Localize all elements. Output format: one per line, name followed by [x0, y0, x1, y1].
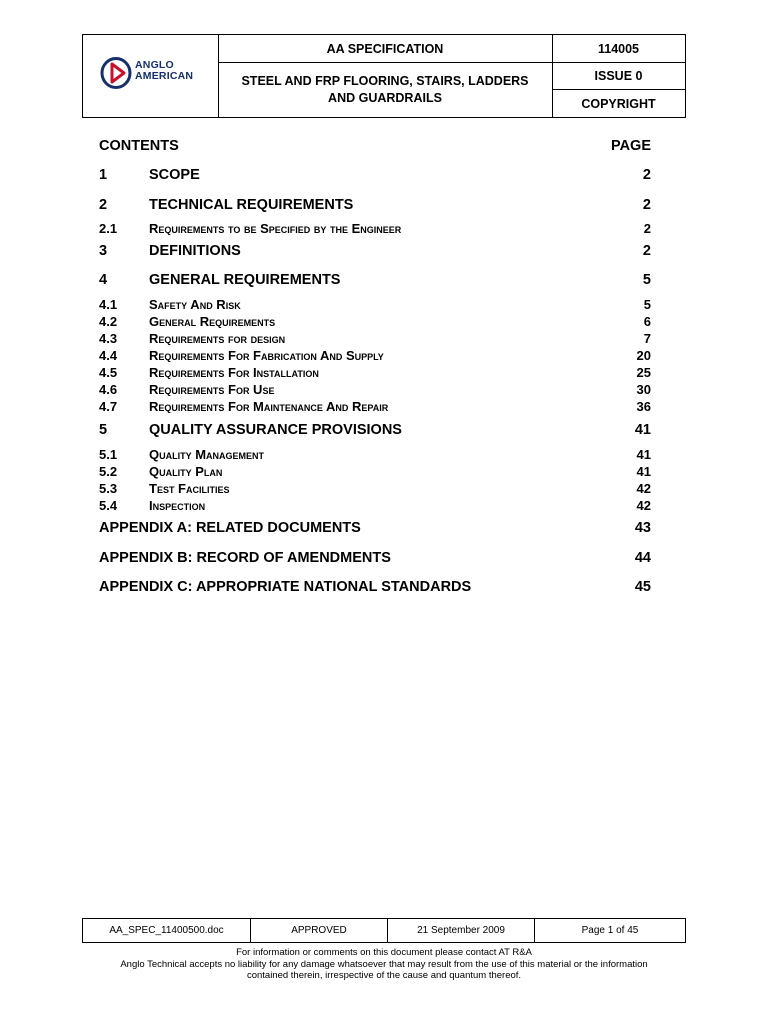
page-heading: PAGE: [610, 138, 651, 154]
toc-page: 25: [636, 365, 651, 380]
footer-note-line1: For information or comments on this document please contact AT R&A: [236, 947, 532, 958]
issue-label: ISSUE 0: [552, 63, 685, 90]
header-middle: [218, 35, 553, 117]
footer-page: Page 1 of 45: [581, 925, 639, 936]
toc-title: DEFINITIONS: [149, 243, 241, 259]
footer-note-line2: Anglo Technical accepts no liability for any damage whatsoever that may result from the use of this material or the information: [120, 958, 648, 970]
toc-page: 2: [642, 167, 651, 183]
toc-number: 1: [99, 167, 108, 183]
toc-title: Inspection: [149, 498, 206, 513]
doc-number: 114005: [552, 35, 685, 63]
toc-number: 5.4: [99, 498, 118, 513]
spec-label: AA SPECIFICATION: [218, 35, 552, 63]
toc-title: Requirements for design: [149, 331, 286, 346]
anglo-american-logo: [100, 57, 200, 93]
toc-number: 4: [99, 272, 108, 288]
toc-page: 7: [643, 331, 651, 346]
toc-page: 2: [643, 221, 651, 236]
appendix-title: APPENDIX A: RELATED DOCUMENTS: [99, 520, 361, 536]
footer-status: APPROVED: [251, 919, 388, 942]
toc-title: Quality Plan: [149, 464, 223, 479]
toc-title: Quality Management: [149, 447, 265, 462]
toc-number: 2.1: [99, 221, 118, 236]
toc-page: 2: [642, 197, 651, 213]
toc-number: 4.7: [99, 399, 118, 414]
appendix-title: APPENDIX C: APPROPRIATE NATIONAL STANDARDS: [99, 579, 472, 595]
anglo-american-emblem-icon: [100, 57, 132, 89]
toc-page: 5: [643, 297, 651, 312]
toc-number: 4.2: [99, 314, 118, 329]
toc-title: Requirements to be Specified by the Engineer: [149, 221, 402, 236]
toc-number: 4.3: [99, 331, 118, 346]
toc-number: 3: [99, 243, 108, 259]
footer-note-line3: contained therein, irrespective of the cause and quantum thereof.: [246, 970, 522, 981]
toc-page: 30: [636, 382, 651, 397]
footer-note: [0, 947, 768, 982]
toc-page: 41: [636, 464, 651, 479]
header-right: [552, 35, 685, 117]
toc-number: 4.4: [99, 348, 118, 363]
toc-title: Safety And Risk: [149, 297, 241, 312]
toc-page: 5: [642, 272, 651, 288]
toc-page: 36: [636, 399, 651, 414]
appendix-page: 43: [634, 520, 651, 536]
footer-table: [82, 918, 686, 943]
toc-number: 5: [99, 422, 108, 438]
toc-title: Requirements For Installation: [149, 365, 319, 380]
appendix-page: 44: [634, 550, 651, 566]
logo-cell: [83, 35, 219, 117]
toc-page: 6: [643, 314, 651, 329]
toc-page: 42: [636, 481, 651, 496]
toc-number: 5.3: [99, 481, 118, 496]
copyright-label: COPYRIGHT: [581, 96, 656, 111]
toc-number: 5.1: [99, 447, 118, 462]
toc-page: 2: [642, 243, 651, 259]
toc-title: SCOPE: [149, 167, 200, 183]
toc-page: 41: [636, 447, 651, 462]
appendix-title: APPENDIX B: RECORD OF AMENDMENTS: [99, 550, 391, 566]
toc-number: 4.6: [99, 382, 118, 397]
logo-line2: AMERICAN: [135, 70, 194, 82]
header-table: [82, 34, 686, 118]
toc-number: 2: [99, 197, 108, 213]
toc-number: 5.2: [99, 464, 118, 479]
toc-title: General Requirements: [149, 314, 276, 329]
toc-page: 42: [636, 498, 651, 513]
logo-line1: ANGLO: [135, 59, 174, 71]
logo-text: [135, 60, 193, 82]
footer-date: 21 September 2009: [388, 919, 535, 942]
document-title: STEEL AND FRP FLOORING, STAIRS, LADDERS AND GUARDRAILS: [241, 74, 529, 105]
toc-title: Requirements For Use: [149, 382, 275, 397]
toc-title: TECHNICAL REQUIREMENTS: [149, 197, 354, 213]
footer-filename: AA_SPEC_11400500.doc: [83, 919, 251, 942]
toc-page: 20: [636, 348, 651, 363]
toc-title: Requirements For Fabrication And Supply: [149, 348, 384, 363]
toc-page: 41: [634, 422, 651, 438]
toc-title: QUALITY ASSURANCE PROVISIONS: [149, 422, 402, 438]
toc-number: 4.5: [99, 365, 118, 380]
toc-number: 4.1: [99, 297, 118, 312]
toc-title: Test Facilities: [149, 481, 230, 496]
toc-title: Requirements For Maintenance And Repair: [149, 399, 389, 414]
appendix-page: 45: [634, 579, 651, 595]
toc-title: GENERAL REQUIREMENTS: [149, 272, 341, 288]
contents-heading: CONTENTS: [99, 138, 179, 154]
